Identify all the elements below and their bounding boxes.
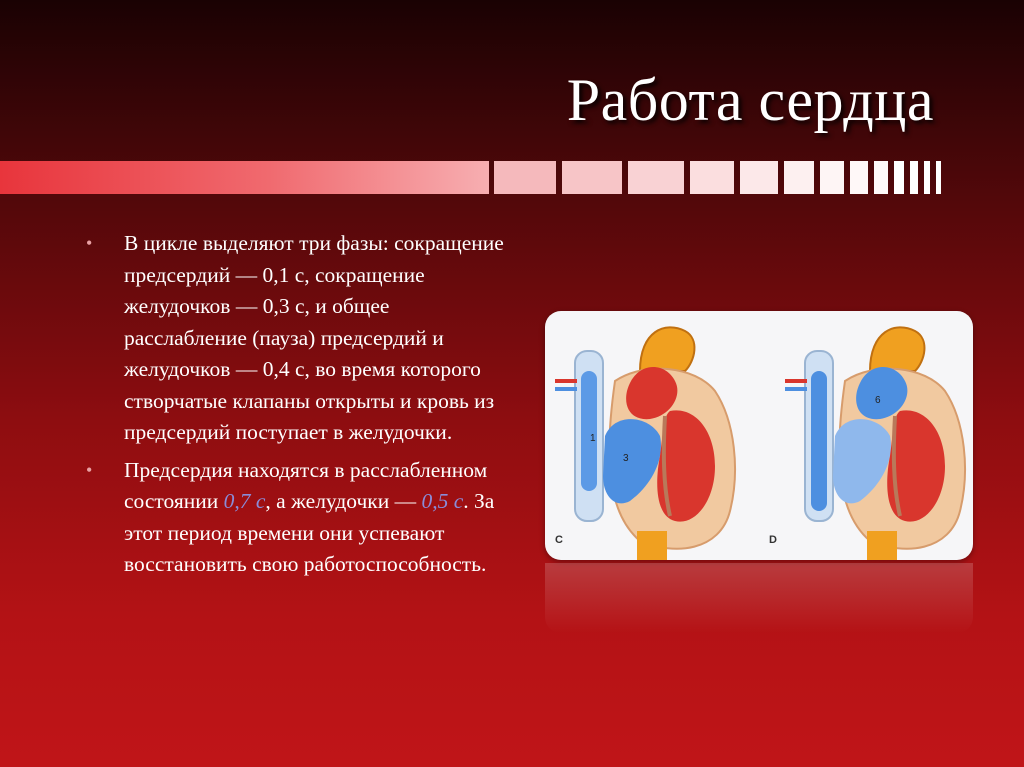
title-divider-blocks <box>0 161 1024 194</box>
label-left-3: 3 <box>623 453 629 464</box>
bullet-item-phases <box>86 228 506 449</box>
heart-right <box>785 327 965 560</box>
bullet-item-relaxation <box>86 455 506 581</box>
bullet-list <box>86 228 506 587</box>
heart-left <box>555 327 735 560</box>
slide-title: Работа сердца <box>566 67 934 133</box>
label-left-1: 1 <box>590 433 596 444</box>
highlight-atria-time: 0,7 с <box>223 489 266 513</box>
bullet-text-part3: . За этот период времени они успевают восстановить свою работоспособность. <box>124 489 495 576</box>
label-right-6: 6 <box>875 395 881 406</box>
bullet-text-part2: , а желудочки — <box>265 489 422 513</box>
highlight-ventricles-time: 0,5 с <box>421 489 464 513</box>
bullet-text-phases: В цикле выделяют три фазы: сокращение предсердий — 0,1 с, сокращение желудочков — 0,3 с, и общее расслабление (пауза) предсердий и желудочков — 0,4 с, во время которого створчатые клапаны открыты и кровь из предсердий поступает в желудочки. <box>124 231 504 444</box>
figure-label-c: C <box>555 534 563 546</box>
heart-diagram-figure <box>545 311 973 560</box>
figure-reflection <box>545 563 973 633</box>
bullet-text-part1: Предсердия находятся в расслабленном состоянии <box>124 457 488 513</box>
heart-diagram-svg <box>545 311 973 560</box>
figure-label-d: D <box>769 534 777 546</box>
